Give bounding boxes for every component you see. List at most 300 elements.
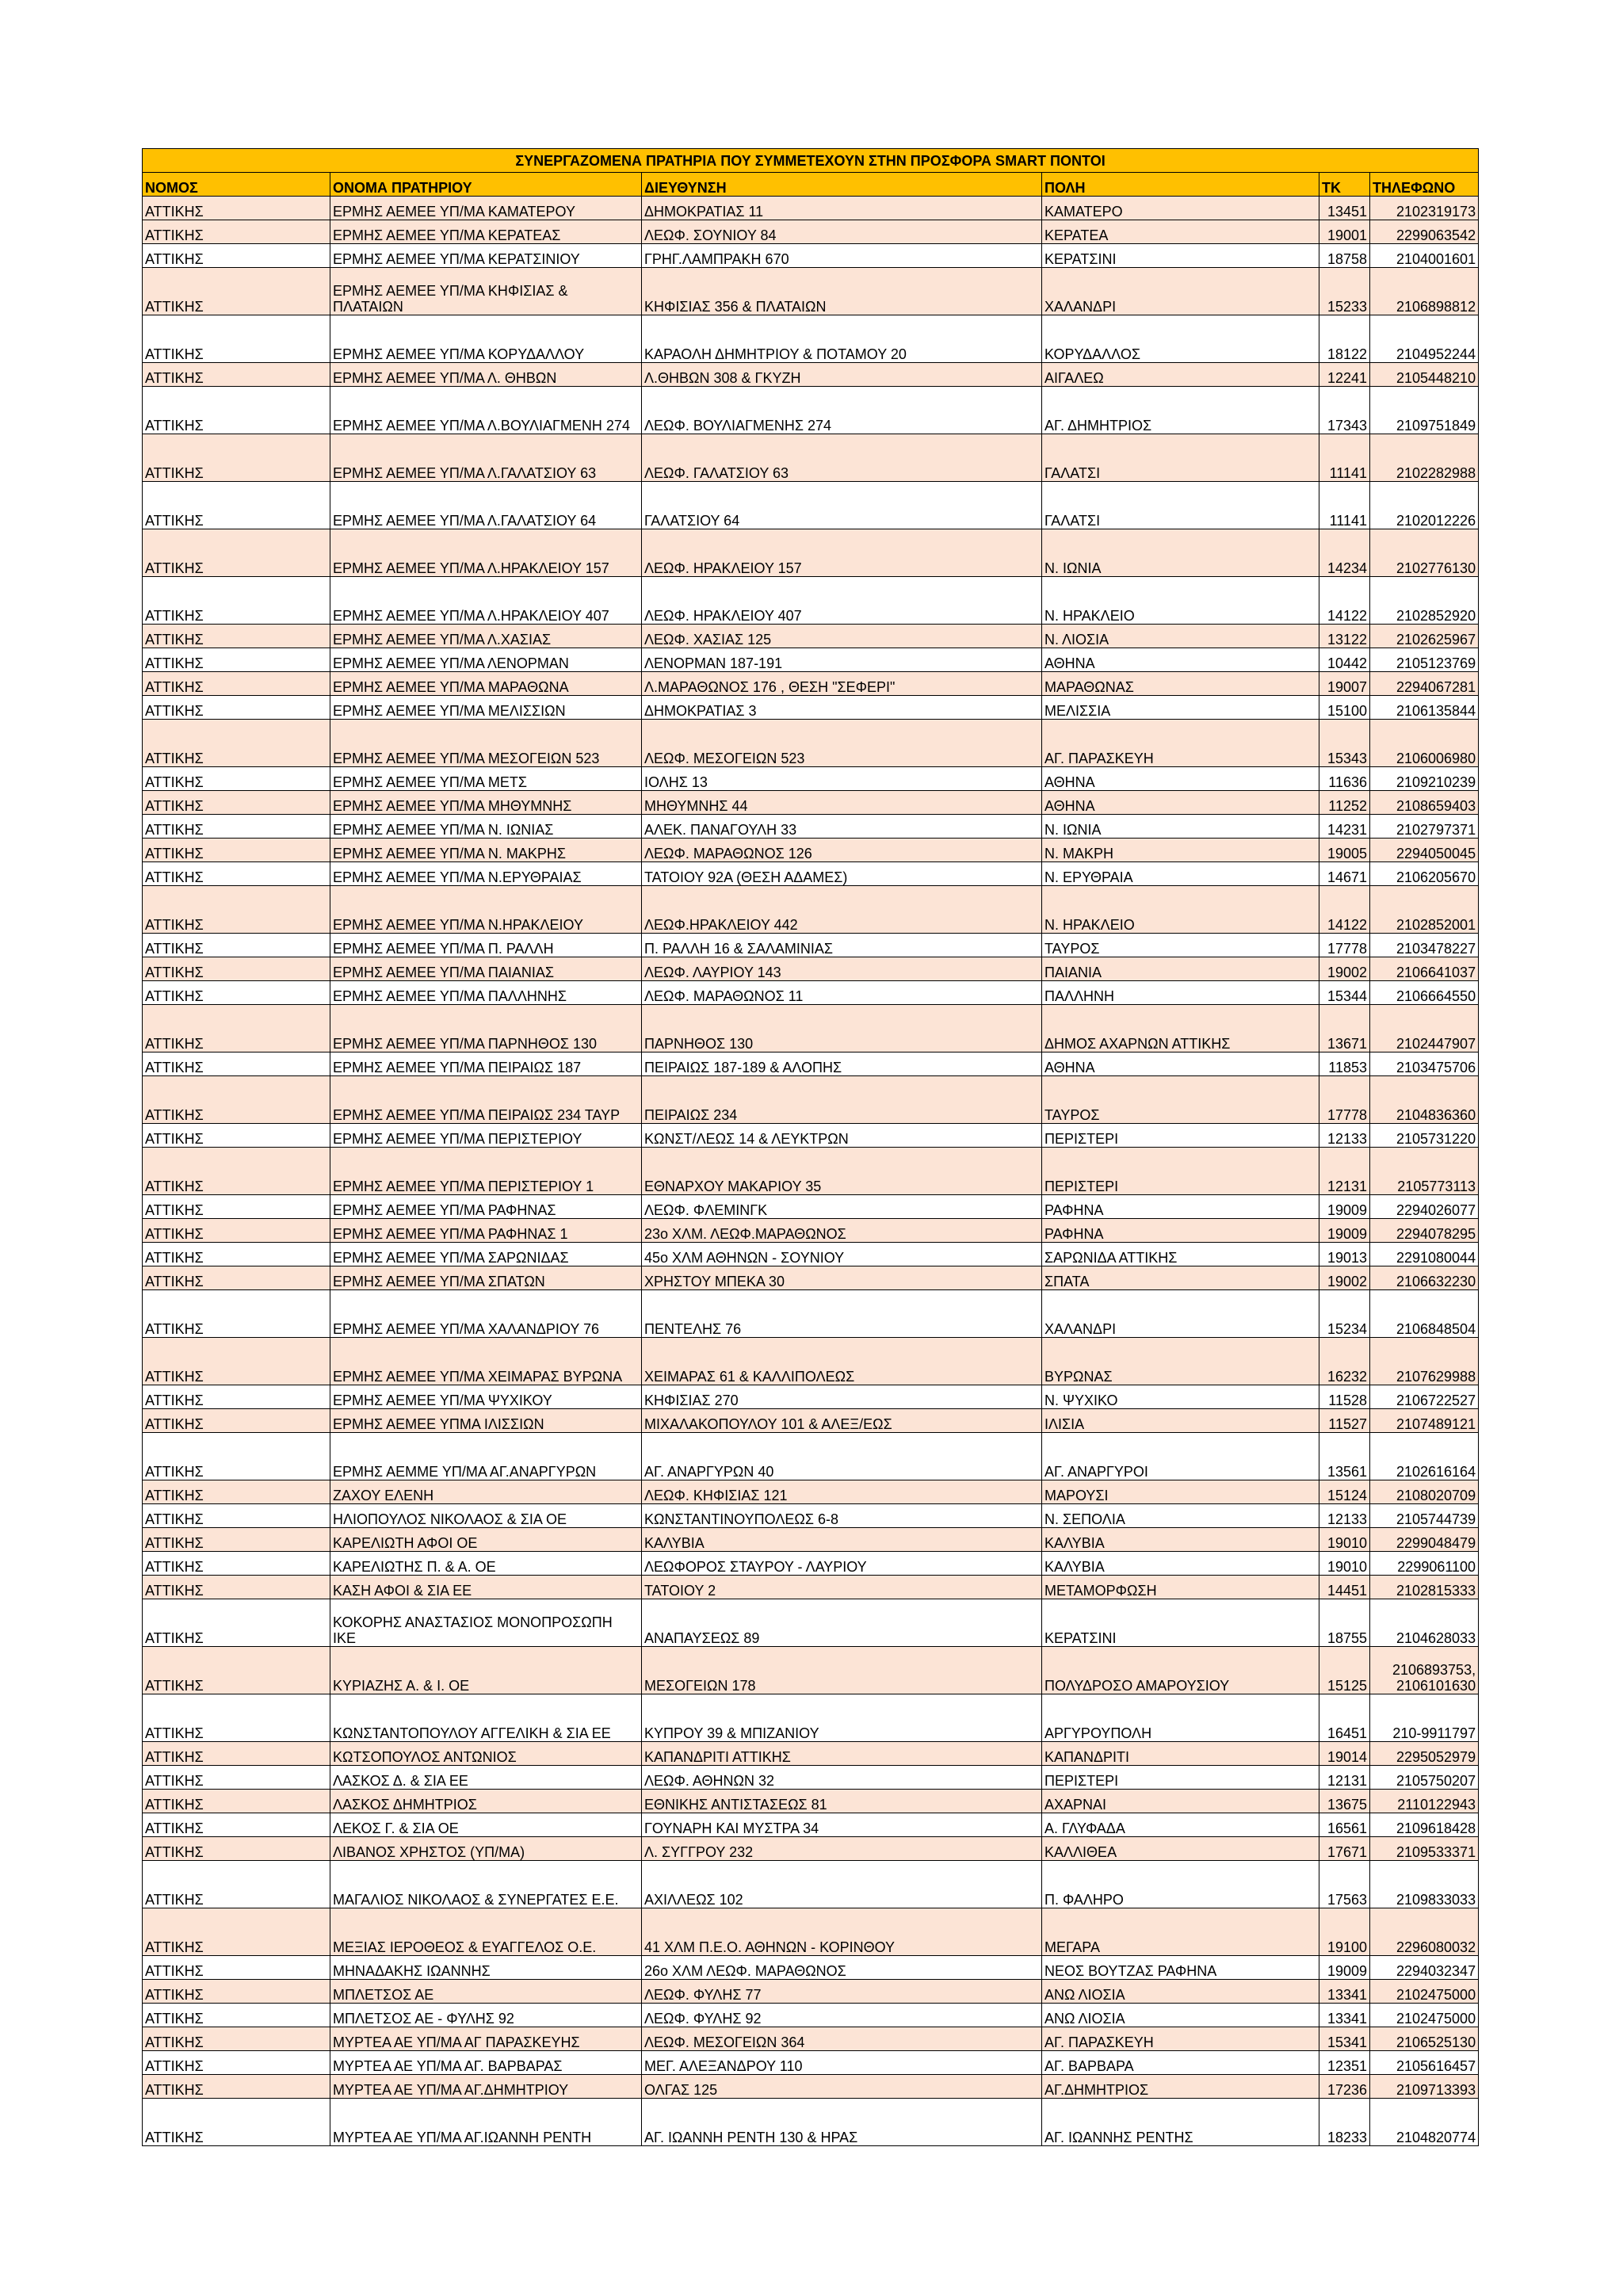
cell-city: Ν. ΛΙΟΣΙΑ [1042, 625, 1319, 648]
table-row [143, 1742, 1479, 1766]
cell-tk: 19013 [1319, 1243, 1370, 1266]
table-row [143, 625, 1479, 648]
cell-tk: 19005 [1319, 839, 1370, 862]
cell-phone: 2104836360 [1370, 1076, 1479, 1124]
cell-address: ΛΕΩΦ. ΗΡΑΚΛΕΙΟΥ 157 [642, 529, 1042, 577]
cell-station-name: ΕΡΜΗΣ ΑΕΜΕΕ ΥΠ/ΜΑ ΨΥΧΙΚΟΥ [330, 1385, 642, 1409]
cell-nomos: ΑΤΤΙΚΗΣ [143, 1861, 330, 1908]
cell-phone: 2105744739 [1370, 1504, 1479, 1528]
cell-address: ΚΑΠΑΝΔΡΙΤΙ ΑΤΤΙΚΗΣ [642, 1742, 1042, 1766]
cell-station-name: ΕΡΜΗΣ ΑΕΜΕΕ ΥΠ/ΜΑ ΜΑΡΑΘΩΝΑ [330, 672, 642, 696]
table-row [143, 1552, 1479, 1576]
cell-city: Ν. ΗΡΑΚΛΕΙΟ [1042, 886, 1319, 934]
cell-address: ΑΝΑΠΑΥΣΕΩΣ 89 [642, 1599, 1042, 1647]
cell-nomos: ΑΤΤΙΚΗΣ [143, 2004, 330, 2027]
cell-address: ΜΕΓ. ΑΛΕΞΑΝΔΡΟΥ 110 [642, 2051, 1042, 2075]
table-row [143, 1908, 1479, 1956]
cell-nomos: ΑΤΤΙΚΗΣ [143, 1742, 330, 1766]
cell-station-name: ΜΥΡΤΕΑ ΑΕ ΥΠ/ΜΑ ΑΓ ΠΑΡΑΣΚΕΥΗΣ [330, 2027, 642, 2051]
cell-tk: 12241 [1319, 363, 1370, 387]
cell-nomos: ΑΤΤΙΚΗΣ [143, 1124, 330, 1148]
cell-nomos: ΑΤΤΙΚΗΣ [143, 1599, 330, 1647]
cell-tk: 15233 [1319, 268, 1370, 315]
table-row [143, 363, 1479, 387]
cell-tk: 19009 [1319, 1956, 1370, 1980]
cell-station-name: ΕΡΜΗΣ ΑΕΜΕΕ ΥΠ/ΜΑ Ν. ΙΩΝΙΑΣ [330, 815, 642, 839]
cell-phone: 2294050045 [1370, 839, 1479, 862]
table-row [143, 1504, 1479, 1528]
cell-phone: 2106848504 [1370, 1290, 1479, 1338]
cell-station-name: ΕΡΜΗΣ ΑΕΜΕΕ ΥΠΜΑ ΙΛΙΣΣΙΩΝ [330, 1409, 642, 1433]
cell-station-name: ΕΡΜΗΣ ΑΕΜΕΕ ΥΠ/ΜΑ ΜΕΛΙΣΣΙΩΝ [330, 696, 642, 720]
table-row [143, 1576, 1479, 1599]
cell-address: ΛΕΩΦ. ΒΟΥΛΙΑΓΜΕΝΗΣ 274 [642, 387, 1042, 434]
cell-station-name: ΛΕΚΟΣ Γ. & ΣΙΑ ΟΕ [330, 1813, 642, 1837]
cell-station-name: ΛΑΣΚΟΣ Δ. & ΣΙΑ ΕΕ [330, 1766, 642, 1790]
cell-city: ΝΕΟΣ ΒΟΥΤΖΑΣ ΡΑΦΗΝΑ [1042, 1956, 1319, 1980]
table-row [143, 1766, 1479, 1790]
cell-nomos: ΑΤΤΙΚΗΣ [143, 1647, 330, 1694]
cell-phone: 2106525130 [1370, 2027, 1479, 2051]
cell-phone: 2105750207 [1370, 1766, 1479, 1790]
cell-nomos: ΑΤΤΙΚΗΣ [143, 1552, 330, 1576]
cell-phone: 2108659403 [1370, 791, 1479, 815]
table-row [143, 1195, 1479, 1219]
cell-address: ΑΓ. ΙΩΑΝΝΗ ΡΕΝΤΗ 130 & ΗΡΑΣ [642, 2099, 1042, 2146]
cell-tk: 19010 [1319, 1528, 1370, 1552]
cell-phone: 2102797371 [1370, 815, 1479, 839]
cell-phone: 2105448210 [1370, 363, 1479, 387]
cell-city: ΑΓ. ΠΑΡΑΣΚΕΥΗ [1042, 720, 1319, 767]
cell-phone: 2294067281 [1370, 672, 1479, 696]
table-row [143, 1694, 1479, 1742]
cell-tk: 18758 [1319, 244, 1370, 268]
cell-city: ΑΝΩ ΛΙΟΣΙΑ [1042, 2004, 1319, 2027]
cell-station-name: ΚΥΡΙΑΖΗΣ Α. & Ι. ΟΕ [330, 1647, 642, 1694]
cell-station-name: ΕΡΜΗΣ ΑΕΜΕΕ ΥΠ/ΜΑ ΜΕΤΣ [330, 767, 642, 791]
cell-phone: 2106664550 [1370, 981, 1479, 1005]
cell-phone: 2106722527 [1370, 1385, 1479, 1409]
cell-city: ΧΑΛΑΝΔΡΙ [1042, 1290, 1319, 1338]
cell-nomos: ΑΤΤΙΚΗΣ [143, 1480, 330, 1504]
cell-address: Λ. ΣΥΓΓΡΟΥ 232 [642, 1837, 1042, 1861]
cell-tk: 19009 [1319, 1195, 1370, 1219]
cell-tk: 13451 [1319, 197, 1370, 220]
cell-tk: 15124 [1319, 1480, 1370, 1504]
cell-address: ΚΩΝΣΤΑΝΤΙΝΟΥΠΟΛΕΩΣ 6-8 [642, 1504, 1042, 1528]
cell-nomos: ΑΤΤΙΚΗΣ [143, 1956, 330, 1980]
cell-station-name: ΕΡΜΗΣ ΑΕΜΕΕ ΥΠ/ΜΑ ΚΗΦΙΣΙΑΣ & ΠΛΑΤΑΙΩΝ [330, 268, 642, 315]
cell-city: ΑΓ.ΔΗΜΗΤΡΙΟΣ [1042, 2075, 1319, 2099]
cell-address: ΛΕΝΟΡΜΑΝ 187-191 [642, 648, 1042, 672]
cell-address: ΚΗΦΙΣΙΑΣ 356 & ΠΛΑΤΑΙΩΝ [642, 268, 1042, 315]
cell-address: ΛΕΩΦ. ΚΗΦΙΣΙΑΣ 121 [642, 1480, 1042, 1504]
cell-phone: 2102475000 [1370, 2004, 1479, 2027]
cell-address: ΧΕΙΜΑΡΑΣ 61 & ΚΑΛΛΙΠΟΛΕΩΣ [642, 1338, 1042, 1385]
cell-address: ΛΕΩΦ. ΜΑΡΑΘΩΝΟΣ 11 [642, 981, 1042, 1005]
table-row [143, 577, 1479, 625]
cell-phone: 2106135844 [1370, 696, 1479, 720]
table-row [143, 886, 1479, 934]
cell-station-name: ΖΑΧΟΥ ΕΛΕΝΗ [330, 1480, 642, 1504]
cell-phone: 2102012226 [1370, 482, 1479, 529]
cell-city: Ν. ΕΡΥΘΡΑΙΑ [1042, 862, 1319, 886]
cell-address: ΑΓ. ΑΝΑΡΓΥΡΩΝ 40 [642, 1433, 1042, 1480]
cell-address: ΠΑΡΝΗΘΟΣ 130 [642, 1005, 1042, 1052]
cell-city: ΚΑΠΑΝΔΡΙΤΙ [1042, 1742, 1319, 1766]
cell-tk: 19007 [1319, 672, 1370, 696]
cell-station-name: ΕΡΜΗΣ ΑΕΜΕΕ ΥΠ/ΜΑ ΡΑΦΗΝΑΣ [330, 1195, 642, 1219]
cell-station-name: ΛΙΒΑΝΟΣ ΧΡΗΣΤΟΣ (ΥΠ/ΜΑ) [330, 1837, 642, 1861]
cell-address: ΠΕΙΡΑΙΩΣ 234 [642, 1076, 1042, 1124]
cell-nomos: ΑΤΤΙΚΗΣ [143, 315, 330, 363]
cell-station-name: ΕΡΜΗΣ ΑΕΜΕΕ ΥΠ/ΜΑ ΠΑΙΑΝΙΑΣ [330, 957, 642, 981]
cell-tk: 12131 [1319, 1148, 1370, 1195]
cell-station-name: ΚΩΤΣΟΠΟΥΛΟΣ ΑΝΤΩΝΙΟΣ [330, 1742, 642, 1766]
table-row [143, 197, 1479, 220]
cell-tk: 13341 [1319, 2004, 1370, 2027]
cell-nomos: ΑΤΤΙΚΗΣ [143, 1385, 330, 1409]
cell-tk: 12131 [1319, 1766, 1370, 1790]
cell-phone: 2296080032 [1370, 1908, 1479, 1956]
cell-city: ΤΑΥΡΟΣ [1042, 1076, 1319, 1124]
cell-nomos: ΑΤΤΙΚΗΣ [143, 1813, 330, 1837]
cell-city: ΠΟΛΥΔΡΟΣΟ ΑΜΑΡΟΥΣΙΟΥ [1042, 1647, 1319, 1694]
cell-address: ΑΧΙΛΛΕΩΣ 102 [642, 1861, 1042, 1908]
table-row [143, 1385, 1479, 1409]
cell-address: ΔΗΜΟΚΡΑΤΙΑΣ 11 [642, 197, 1042, 220]
cell-tk: 19002 [1319, 957, 1370, 981]
header-phone: ΤΗΛΕΦΩΝΟ [1370, 173, 1479, 197]
cell-city: ΣΠΑΤΑ [1042, 1266, 1319, 1290]
cell-station-name: ΕΡΜΗΣ ΑΕΜΕΕ ΥΠ/ΜΑ Λ.ΗΡΑΚΛΕΙΟΥ 407 [330, 577, 642, 625]
cell-address: Π. ΡΑΛΛΗ 16 & ΣΑΛΑΜΙΝΙΑΣ [642, 934, 1042, 957]
cell-tk: 17778 [1319, 934, 1370, 957]
cell-city: ΡΑΦΗΝΑ [1042, 1195, 1319, 1219]
cell-city: ΣΑΡΩΝΙΔΑ ΑΤΤΙΚΗΣ [1042, 1243, 1319, 1266]
cell-address: ΔΗΜΟΚΡΑΤΙΑΣ 3 [642, 696, 1042, 720]
cell-tk: 13561 [1319, 1433, 1370, 1480]
table-row [143, 2075, 1479, 2099]
cell-station-name: ΚΑΣΗ ΑΦΟΙ & ΣΙΑ ΕΕ [330, 1576, 642, 1599]
cell-address: ΛΕΩΦΟΡΟΣ ΣΤΑΥΡΟΥ - ΛΑΥΡΙΟΥ [642, 1552, 1042, 1576]
table-row [143, 672, 1479, 696]
cell-station-name: ΕΡΜΗΣ ΑΕΜΕΕ ΥΠ/ΜΑ Π. ΡΑΛΛΗ [330, 934, 642, 957]
cell-phone: 2291080044 [1370, 1243, 1479, 1266]
cell-city: ΑΓ. ΔΗΜΗΤΡΙΟΣ [1042, 387, 1319, 434]
cell-station-name: ΕΡΜΗΣ ΑΕΜΕΕ ΥΠ/ΜΑ ΧΑΛΑΝΔΡΙΟΥ 76 [330, 1290, 642, 1338]
cell-station-name: ΕΡΜΗΣ ΑΕΜΕΕ ΥΠ/ΜΑ ΚΟΡΥΔΑΛΛΟΥ [330, 315, 642, 363]
cell-city: ΤΑΥΡΟΣ [1042, 934, 1319, 957]
cell-city: ΑΙΓΑΛΕΩ [1042, 363, 1319, 387]
cell-station-name: ΗΛΙΟΠΟΥΛΟΣ ΝΙΚΟΛΑΟΣ & ΣΙΑ ΟΕ [330, 1504, 642, 1528]
cell-station-name: ΕΡΜΗΣ ΑΕΜΕΕ ΥΠ/ΜΑ ΜΗΘΥΜΝΗΣ [330, 791, 642, 815]
cell-address: ΛΕΩΦ. ΓΑΛΑΤΣΙΟΥ 63 [642, 434, 1042, 482]
table-row [143, 315, 1479, 363]
cell-city: ΑΓ. ΠΑΡΑΣΚΕΥΗ [1042, 2027, 1319, 2051]
cell-address: ΠΕΙΡΑΙΩΣ 187-189 & ΑΛΟΠΗΣ [642, 1052, 1042, 1076]
cell-city: ΠΕΡΙΣΤΕΡΙ [1042, 1148, 1319, 1195]
table-row [143, 1148, 1479, 1195]
cell-nomos: ΑΤΤΙΚΗΣ [143, 1504, 330, 1528]
cell-station-name: ΕΡΜΗΣ ΑΕΜΕΕ ΥΠ/ΜΑ ΚΕΡΑΤΣΙΝΙΟΥ [330, 244, 642, 268]
cell-nomos: ΑΤΤΙΚΗΣ [143, 244, 330, 268]
cell-tk: 15125 [1319, 1647, 1370, 1694]
cell-address: ΑΛΕΚ. ΠΑΝΑΓΟΥΛΗ 33 [642, 815, 1042, 839]
title-row [143, 149, 1479, 173]
table-row [143, 648, 1479, 672]
cell-tk: 19100 [1319, 1908, 1370, 1956]
cell-address: ΚΑΡΑΟΛΗ ΔΗΜΗΤΡΙΟΥ & ΠΟΤΑΜΟΥ 20 [642, 315, 1042, 363]
cell-tk: 14451 [1319, 1576, 1370, 1599]
header-address: ΔΙΕΥΘΥΝΣΗ [642, 173, 1042, 197]
cell-station-name: ΜΥΡΤΕΑ ΑΕ ΥΠ/ΜΑ ΑΓ. ΒΑΡΒΑΡΑΣ [330, 2051, 642, 2075]
table-row [143, 957, 1479, 981]
cell-station-name: ΛΑΣΚΟΣ ΔΗΜΗΤΡΙΟΣ [330, 1790, 642, 1813]
cell-address: Λ.ΜΑΡΑΘΩΝΟΣ 176 , ΘΕΣΗ "ΣΕΦΕΡΙ" [642, 672, 1042, 696]
table-row [143, 1861, 1479, 1908]
table-row [143, 934, 1479, 957]
cell-nomos: ΑΤΤΙΚΗΣ [143, 482, 330, 529]
cell-city: ΜΑΡΟΥΣΙ [1042, 1480, 1319, 1504]
cell-address: ΤΑΤΟΙΟΥ 2 [642, 1576, 1042, 1599]
cell-nomos: ΑΤΤΙΚΗΣ [143, 1290, 330, 1338]
table-row [143, 696, 1479, 720]
cell-nomos: ΑΤΤΙΚΗΣ [143, 981, 330, 1005]
cell-station-name: ΕΡΜΗΣ ΑΕΜΕΕ ΥΠ/ΜΑ ΠΕΡΙΣΤΕΡΙΟΥ [330, 1124, 642, 1148]
cell-city: ΙΛΙΣΙΑ [1042, 1409, 1319, 1433]
cell-tk: 11141 [1319, 482, 1370, 529]
cell-nomos: ΑΤΤΙΚΗΣ [143, 648, 330, 672]
cell-city: ΒΥΡΩΝΑΣ [1042, 1338, 1319, 1385]
cell-address: ΜΕΣΟΓΕΙΩΝ 178 [642, 1647, 1042, 1694]
cell-nomos: ΑΤΤΙΚΗΣ [143, 1005, 330, 1052]
cell-nomos: ΑΤΤΙΚΗΣ [143, 791, 330, 815]
table-row [143, 482, 1479, 529]
cell-tk: 14671 [1319, 862, 1370, 886]
cell-nomos: ΑΤΤΙΚΗΣ [143, 1837, 330, 1861]
cell-address: ΓΡΗΓ.ΛΑΜΠΡΑΚΗ 670 [642, 244, 1042, 268]
cell-nomos: ΑΤΤΙΚΗΣ [143, 672, 330, 696]
cell-city: Ν. ΙΩΝΙΑ [1042, 529, 1319, 577]
cell-station-name: ΕΡΜΗΣ ΑΕΜΕΕ ΥΠ/ΜΑ ΧΕΙΜΑΡΑΣ ΒΥΡΩΝΑ [330, 1338, 642, 1385]
cell-phone: 2102447907 [1370, 1005, 1479, 1052]
cell-address: Λ.ΘΗΒΩΝ 308 & ΓΚΥΖΗ [642, 363, 1042, 387]
cell-phone: 2109833033 [1370, 1861, 1479, 1908]
cell-tk: 14234 [1319, 529, 1370, 577]
cell-nomos: ΑΤΤΙΚΗΣ [143, 839, 330, 862]
cell-address: ΕΘΝΑΡΧΟΥ ΜΑΚΑΡΙΟΥ 35 [642, 1148, 1042, 1195]
cell-city: ΠΕΡΙΣΤΕΡΙ [1042, 1766, 1319, 1790]
cell-nomos: ΑΤΤΙΚΗΣ [143, 2051, 330, 2075]
cell-station-name: ΜΠΛΕΤΣΟΣ ΑΕ - ΦΥΛΗΣ 92 [330, 2004, 642, 2027]
cell-city: Ν. ΜΑΚΡΗ [1042, 839, 1319, 862]
cell-address: ΛΕΩΦ. ΜΑΡΑΘΩΝΟΣ 126 [642, 839, 1042, 862]
table-row [143, 1409, 1479, 1433]
table-row [143, 1219, 1479, 1243]
cell-station-name: ΕΡΜΗΣ ΑΕΜΕΕ ΥΠ/ΜΑ ΠΑΡΝΗΘΟΣ 130 [330, 1005, 642, 1052]
cell-tk: 19010 [1319, 1552, 1370, 1576]
cell-phone: 2102852920 [1370, 577, 1479, 625]
cell-phone: 2299063542 [1370, 220, 1479, 244]
cell-nomos: ΑΤΤΙΚΗΣ [143, 1243, 330, 1266]
cell-address: ΚΩΝΣΤ/ΛΕΩΣ 14 & ΛΕΥΚΤΡΩΝ [642, 1124, 1042, 1148]
cell-city: ΜΕΓΑΡΑ [1042, 1908, 1319, 1956]
table-row [143, 1124, 1479, 1148]
cell-phone: 2106205670 [1370, 862, 1479, 886]
cell-phone: 2102852001 [1370, 886, 1479, 934]
cell-city: ΔΗΜΟΣ ΑΧΑΡΝΩΝ ΑΤΤΙΚΗΣ [1042, 1005, 1319, 1052]
cell-city: ΑΓ. ΑΝΑΡΓΥΡΟΙ [1042, 1433, 1319, 1480]
cell-city: ΑΘΗΝΑ [1042, 767, 1319, 791]
cell-phone: 2105773113 [1370, 1148, 1479, 1195]
cell-nomos: ΑΤΤΙΚΗΣ [143, 886, 330, 934]
cell-station-name: ΕΡΜΗΣ ΑΕΜΕΕ ΥΠ/ΜΑ Λ.ΧΑΣΙΑΣ [330, 625, 642, 648]
cell-phone: 2104952244 [1370, 315, 1479, 363]
cell-station-name: ΕΡΜΗΣ ΑΕΜΕΕ ΥΠ/ΜΑ ΠΕΙΡΑΙΩΣ 187 [330, 1052, 642, 1076]
table-row [143, 1290, 1479, 1338]
cell-tk: 18755 [1319, 1599, 1370, 1647]
cell-nomos: ΑΤΤΙΚΗΣ [143, 957, 330, 981]
cell-phone: 2102475000 [1370, 1980, 1479, 2004]
cell-address: ΚΥΠΡΟΥ 39 & ΜΠΙΖΑΝΙΟΥ [642, 1694, 1042, 1742]
cell-phone: 2108020709 [1370, 1480, 1479, 1504]
cell-station-name: ΕΡΜΗΣ ΑΕΜΜΕ ΥΠ/ΜΑ ΑΓ.ΑΝΑΡΓΥΡΩΝ [330, 1433, 642, 1480]
cell-station-name: ΕΡΜΗΣ ΑΕΜΕΕ ΥΠ/ΜΑ ΠΕΡΙΣΤΕΡΙΟΥ 1 [330, 1148, 642, 1195]
cell-nomos: ΑΤΤΙΚΗΣ [143, 1790, 330, 1813]
cell-nomos: ΑΤΤΙΚΗΣ [143, 268, 330, 315]
cell-city: ΚΟΡΥΔΑΛΛΟΣ [1042, 315, 1319, 363]
cell-address: ΙΟΛΗΣ 13 [642, 767, 1042, 791]
cell-address: ΟΛΓΑΣ 125 [642, 2075, 1042, 2099]
cell-phone: 2102319173 [1370, 197, 1479, 220]
cell-address: ΚΗΦΙΣΙΑΣ 270 [642, 1385, 1042, 1409]
table-row [143, 1338, 1479, 1385]
cell-station-name: ΚΑΡΕΛΙΩΤΗ ΑΦΟΙ ΟΕ [330, 1528, 642, 1552]
cell-tk: 19002 [1319, 1266, 1370, 1290]
cell-nomos: ΑΤΤΙΚΗΣ [143, 625, 330, 648]
table-row [143, 1243, 1479, 1266]
table-row [143, 839, 1479, 862]
cell-phone: 2109618428 [1370, 1813, 1479, 1837]
cell-address: ΛΕΩΦ. ΣΟΥΝΙΟΥ 84 [642, 220, 1042, 244]
cell-tk: 13671 [1319, 1005, 1370, 1052]
cell-city: ΓΑΛΑΤΣΙ [1042, 434, 1319, 482]
cell-phone: 2109751849 [1370, 387, 1479, 434]
cell-tk: 14122 [1319, 886, 1370, 934]
cell-phone: 2102282988 [1370, 434, 1479, 482]
cell-station-name: ΕΡΜΗΣ ΑΕΜΕΕ ΥΠ/ΜΑ ΚΕΡΑΤΕΑΣ [330, 220, 642, 244]
cell-station-name: ΕΡΜΗΣ ΑΕΜΕΕ ΥΠ/ΜΑ Λ.ΗΡΑΚΛΕΙΟΥ 157 [330, 529, 642, 577]
cell-address: 45ο ΧΛΜ ΑΘΗΝΩΝ - ΣΟΥΝΙΟΥ [642, 1243, 1042, 1266]
table-row [143, 2051, 1479, 2075]
cell-city: ΚΕΡΑΤΣΙΝΙ [1042, 1599, 1319, 1647]
cell-city: Ν. ΨΥΧΙΚΟ [1042, 1385, 1319, 1409]
cell-nomos: ΑΤΤΙΚΗΣ [143, 862, 330, 886]
cell-tk: 14231 [1319, 815, 1370, 839]
cell-nomos: ΑΤΤΙΚΗΣ [143, 1409, 330, 1433]
cell-address: ΛΕΩΦ. ΗΡΑΚΛΕΙΟΥ 407 [642, 577, 1042, 625]
cell-phone: 2103475706 [1370, 1052, 1479, 1076]
cell-phone: 2294032347 [1370, 1956, 1479, 1980]
cell-tk: 11636 [1319, 767, 1370, 791]
cell-tk: 11853 [1319, 1052, 1370, 1076]
table-body [143, 197, 1479, 2146]
stations-table [142, 148, 1479, 2146]
cell-station-name: ΕΡΜΗΣ ΑΕΜΕΕ ΥΠ/ΜΑ Ν.ΕΡΥΘΡΑΙΑΣ [330, 862, 642, 886]
cell-phone: 2104820774 [1370, 2099, 1479, 2146]
cell-tk: 12133 [1319, 1504, 1370, 1528]
cell-tk: 16561 [1319, 1813, 1370, 1837]
cell-station-name: ΕΡΜΗΣ ΑΕΜΕΕ ΥΠ/ΜΑ ΣΑΡΩΝΙΔΑΣ [330, 1243, 642, 1266]
table-row [143, 1956, 1479, 1980]
cell-tk: 15100 [1319, 696, 1370, 720]
cell-nomos: ΑΤΤΙΚΗΣ [143, 1980, 330, 2004]
cell-city: ΠΑΙΑΝΙΑ [1042, 957, 1319, 981]
cell-nomos: ΑΤΤΙΚΗΣ [143, 434, 330, 482]
cell-station-name: ΕΡΜΗΣ ΑΕΜΕΕ ΥΠ/ΜΑ ΡΑΦΗΝΑΣ 1 [330, 1219, 642, 1243]
cell-phone: 2102616164 [1370, 1433, 1479, 1480]
table-row [143, 1980, 1479, 2004]
cell-nomos: ΑΤΤΙΚΗΣ [143, 363, 330, 387]
table-row [143, 981, 1479, 1005]
table-row [143, 434, 1479, 482]
header-name: ΟΝΟΜΑ ΠΡΑΤΗΡΙΟΥ [330, 173, 642, 197]
cell-station-name: ΕΡΜΗΣ ΑΕΜΕΕ ΥΠ/ΜΑ ΠΑΛΛΗΝΗΣ [330, 981, 642, 1005]
cell-city: Α. ΓΛΥΦΑΔΑ [1042, 1813, 1319, 1837]
cell-phone: 2106898812 [1370, 268, 1479, 315]
cell-nomos: ΑΤΤΙΚΗΣ [143, 197, 330, 220]
cell-tk: 10442 [1319, 648, 1370, 672]
cell-station-name: ΕΡΜΗΣ ΑΕΜΕΕ ΥΠ/ΜΑ ΛΕΝΟΡΜΑΝ [330, 648, 642, 672]
cell-city: ΠΕΡΙΣΤΕΡΙ [1042, 1124, 1319, 1148]
cell-tk: 11252 [1319, 791, 1370, 815]
cell-address: ΚΑΛΥΒΙΑ [642, 1528, 1042, 1552]
cell-nomos: ΑΤΤΙΚΗΣ [143, 1766, 330, 1790]
cell-address: ΛΕΩΦ.ΗΡΑΚΛΕΙΟΥ 442 [642, 886, 1042, 934]
cell-address: ΛΕΩΦ. ΜΕΣΟΓΕΙΩΝ 523 [642, 720, 1042, 767]
cell-phone: 2295052979 [1370, 1742, 1479, 1766]
cell-phone: 2106641037 [1370, 957, 1479, 981]
cell-tk: 13122 [1319, 625, 1370, 648]
cell-phone: 2103478227 [1370, 934, 1479, 957]
cell-nomos: ΑΤΤΙΚΗΣ [143, 1576, 330, 1599]
cell-tk: 11528 [1319, 1385, 1370, 1409]
cell-city: Ν. ΣΕΠΟΛΙΑ [1042, 1504, 1319, 1528]
cell-phone: 2294026077 [1370, 1195, 1479, 1219]
cell-phone: 2294078295 [1370, 1219, 1479, 1243]
cell-address: ΛΕΩΦ. ΧΑΣΙΑΣ 125 [642, 625, 1042, 648]
sheet-title: ΣΥΝΕΡΓΑΖΟΜΕΝΑ ΠΡΑΤΗΡΙΑ ΠΟΥ ΣΥΜΜΕΤΕΧΟΥΝ ΣΤΗΝ ΠΡΟΣΦΟΡΑ SMART ΠΟΝΤΟΙ [143, 149, 1479, 173]
cell-station-name: ΚΑΡΕΛΙΩΤΗΣ Π. & Α. ΟΕ [330, 1552, 642, 1576]
cell-station-name: ΕΡΜΗΣ ΑΕΜΕΕ ΥΠ/ΜΑ Λ.ΓΑΛΑΤΣΙΟΥ 64 [330, 482, 642, 529]
table-row [143, 767, 1479, 791]
cell-station-name: ΕΡΜΗΣ ΑΕΜΕΕ ΥΠ/ΜΑ Ν.ΗΡΑΚΛΕΙΟΥ [330, 886, 642, 934]
cell-tk: 15344 [1319, 981, 1370, 1005]
cell-nomos: ΑΤΤΙΚΗΣ [143, 767, 330, 791]
cell-address: ΜΗΘΥΜΝΗΣ 44 [642, 791, 1042, 815]
cell-nomos: ΑΤΤΙΚΗΣ [143, 1908, 330, 1956]
cell-address: ΕΘΝΙΚΗΣ ΑΝΤΙΣΤΑΣΕΩΣ 81 [642, 1790, 1042, 1813]
cell-address: ΧΡΗΣΤΟΥ ΜΠΕΚΑ 30 [642, 1266, 1042, 1290]
cell-phone: 2110122943 [1370, 1790, 1479, 1813]
table-row [143, 1005, 1479, 1052]
cell-tk: 19009 [1319, 1219, 1370, 1243]
table-row [143, 2099, 1479, 2146]
cell-nomos: ΑΤΤΙΚΗΣ [143, 387, 330, 434]
cell-phone: 2104001601 [1370, 244, 1479, 268]
table-row [143, 387, 1479, 434]
